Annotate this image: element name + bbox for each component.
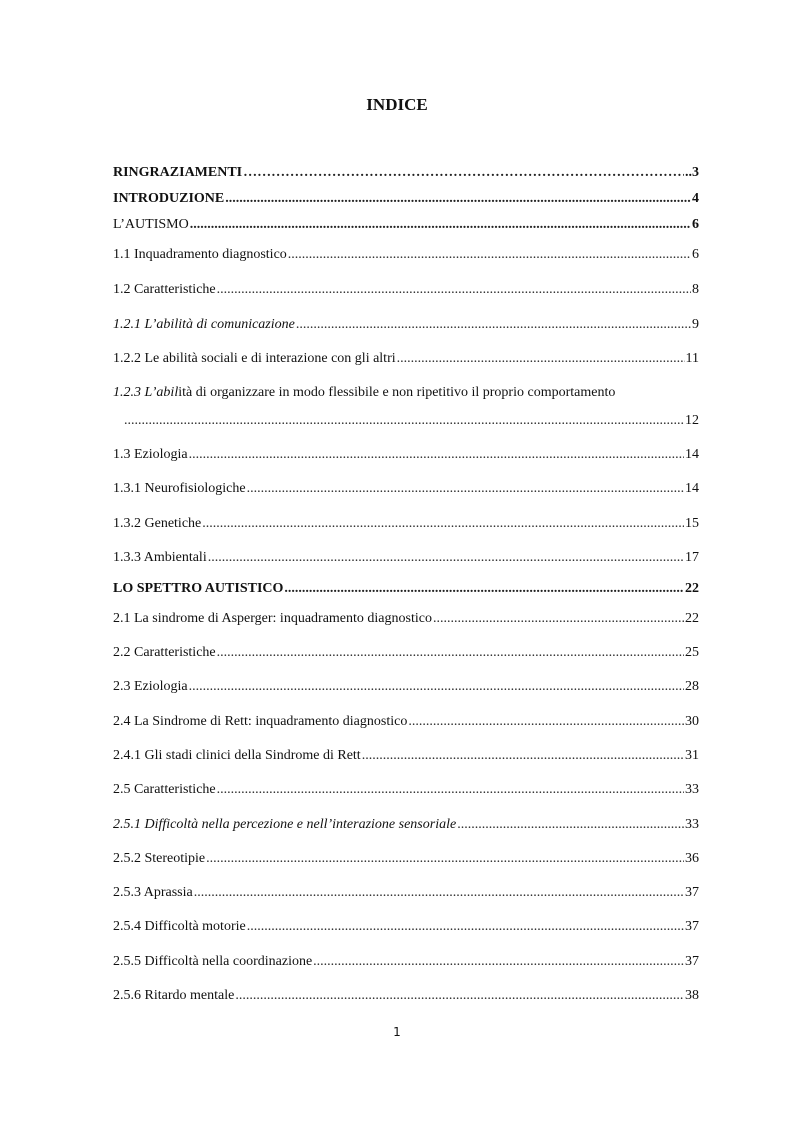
dot-leader: [457, 816, 684, 834]
toc-entry-label: 1.3.1 Neurofisiologiche: [113, 481, 246, 496]
dot-leader: [247, 918, 684, 936]
toc-entry-page: 6: [692, 217, 699, 232]
dot-leader: [247, 480, 684, 498]
toc-entry-2-4-1[interactable]: [113, 747, 699, 765]
toc-entry-2-5-3[interactable]: [113, 884, 699, 902]
toc-entry-page: 14: [685, 447, 699, 462]
toc-entry-label: 2.4.1 Gli stadi clinici della Sindrome di Rett: [113, 748, 361, 763]
toc-entry-page: 22: [685, 581, 699, 596]
dot-leader: [243, 164, 684, 182]
dot-leader: [124, 412, 684, 430]
toc-entry-page: 15: [685, 516, 699, 531]
toc-entry-label: 1.1 Inquadramento diagnostico: [113, 247, 287, 262]
toc-entry-page: 28: [685, 679, 699, 694]
dot-leader: [190, 216, 691, 234]
dot-leader: [408, 713, 684, 731]
toc-entry-page: 12: [685, 413, 699, 428]
toc-entry-page: 37: [685, 919, 699, 934]
toc-entry-label: 1.2 Caratteristiche: [113, 282, 216, 297]
toc-entry-1-3-2[interactable]: [113, 515, 699, 533]
toc-entry-page: 33: [685, 782, 699, 797]
dot-leader: [217, 281, 691, 299]
toc-entry-label: 2.5.1 Difficoltà nella percezione e nell’interazione sensoriale: [113, 817, 457, 832]
toc-entry-1-2-2[interactable]: [113, 350, 699, 368]
toc-entry-1-2[interactable]: [113, 281, 699, 299]
dot-leader: [313, 953, 684, 971]
toc-entry-page: 36: [685, 851, 699, 866]
toc-entry-page: 8: [692, 282, 699, 297]
toc-entry-page: 25: [685, 645, 699, 660]
dot-leader: [397, 350, 685, 368]
toc-entry-1-3[interactable]: [113, 446, 699, 464]
toc-entry-2-5-1[interactable]: [113, 816, 699, 834]
dot-leader: [206, 850, 684, 868]
toc-entry-2-5-5[interactable]: [113, 953, 699, 971]
toc-entry-2-5-4[interactable]: [113, 918, 699, 936]
toc-entry-ringraziamenti[interactable]: [113, 164, 699, 182]
dot-leader: [189, 678, 684, 696]
toc-entry-label: 2.5.6 Ritardo mentale: [113, 988, 235, 1003]
toc-entry-introduzione[interactable]: [113, 190, 699, 208]
toc-entry-1-2-1[interactable]: [113, 316, 699, 334]
toc-entry-page: 11: [685, 351, 699, 366]
toc-entry-label: 1.3.2 Genetiche: [113, 516, 202, 531]
toc-entry-label: 2.3 Eziologia: [113, 679, 188, 694]
toc-entry-page: 17: [685, 550, 699, 565]
toc-entry-label: 2.1 La sindrome di Asperger: inquadramento diagnostico: [113, 611, 432, 626]
toc-entry-label-italic: 1.2.3 L’abil: [113, 385, 179, 400]
dot-leader: [235, 987, 684, 1005]
toc-entry-page: 33: [685, 817, 699, 832]
dot-leader: [433, 610, 684, 628]
toc-entry-page: 22: [685, 611, 699, 626]
toc-entry-2-2[interactable]: [113, 644, 699, 662]
toc-entry-label: 2.5.5 Difficoltà nella coordinazione: [113, 954, 313, 969]
toc-entry-page: 37: [685, 885, 699, 900]
toc-entry-label: 2.5.3 Aprassia: [113, 885, 193, 900]
toc-entry-label: 1.2.1 L’abilità di comunicazione: [113, 317, 295, 332]
toc-entry-label: 1.3.3 Ambientali: [113, 550, 207, 565]
toc-entry-label: 1.2.2 Le abilità sociali e di interazione con gli altri: [113, 351, 396, 366]
toc-entry-page: 9: [692, 317, 699, 332]
toc-entry-page: 31: [685, 748, 699, 763]
toc-entry-label: 2.5.2 Stereotipie: [113, 851, 206, 866]
toc-entry-2-3[interactable]: [113, 678, 699, 696]
toc-entry-2-5-2[interactable]: [113, 850, 699, 868]
toc-entry-page: 6: [692, 247, 699, 262]
toc-entry-label: INTRODUZIONE: [113, 191, 225, 206]
toc-entry-label: 2.2 Caratteristiche: [113, 645, 216, 660]
toc-entry-1-2-3-leader[interactable]: [123, 412, 699, 430]
toc-entry-spettro-autistico[interactable]: [113, 580, 699, 598]
dot-leader: [225, 190, 691, 208]
dot-leader: [362, 747, 684, 765]
toc-entry-label: 1.3 Eziologia: [113, 447, 188, 462]
toc-entry-2-5-6[interactable]: [113, 987, 699, 1005]
toc-entry-2-1[interactable]: [113, 610, 699, 628]
toc-entry-1-2-3-title[interactable]: [113, 384, 699, 402]
toc-entry-label: L’AUTISMO: [113, 217, 189, 232]
toc-entry-1-1[interactable]: [113, 246, 699, 264]
dot-leader: [189, 446, 684, 464]
toc-entry-autismo[interactable]: [113, 216, 699, 234]
toc-entry-2-4[interactable]: [113, 713, 699, 731]
dot-leader: [296, 316, 691, 334]
dot-leader: [284, 580, 684, 598]
toc-entry-label: 2.5.4 Difficoltà motorie: [113, 919, 246, 934]
toc-entry-page: 14: [685, 481, 699, 496]
toc-entry-1-3-1[interactable]: [113, 480, 699, 498]
toc-entry-label: 2.4 La Sindrome di Rett: inquadramento diagnostico: [113, 714, 408, 729]
toc-entry-label: LO SPETTRO AUTISTICO: [113, 581, 284, 596]
toc-entry-page: 4: [692, 191, 699, 206]
toc-entry-page: ..3: [685, 165, 699, 180]
page-title: INDICE: [366, 95, 428, 114]
toc-entry-page: 30: [685, 714, 699, 729]
toc-entry-page: 38: [685, 988, 699, 1003]
dot-leader: [202, 515, 684, 533]
dot-leader: [208, 549, 684, 567]
dot-leader: [288, 246, 691, 264]
toc-entry-1-3-3[interactable]: [113, 549, 699, 567]
dot-leader: [217, 644, 684, 662]
page-number: 1: [393, 1025, 401, 1039]
toc-entry-label-rest: ità di organizzare in modo flessibile e non ripetitivo il proprio comportamento: [178, 385, 616, 400]
toc-entry-page: 37: [685, 954, 699, 969]
dot-leader: [217, 781, 684, 799]
toc-entry-label: 2.5 Caratteristiche: [113, 782, 216, 797]
toc-entry-label: RINGRAZIAMENTI: [113, 165, 243, 180]
toc-entry-2-5[interactable]: [113, 781, 699, 799]
dot-leader: [194, 884, 684, 902]
